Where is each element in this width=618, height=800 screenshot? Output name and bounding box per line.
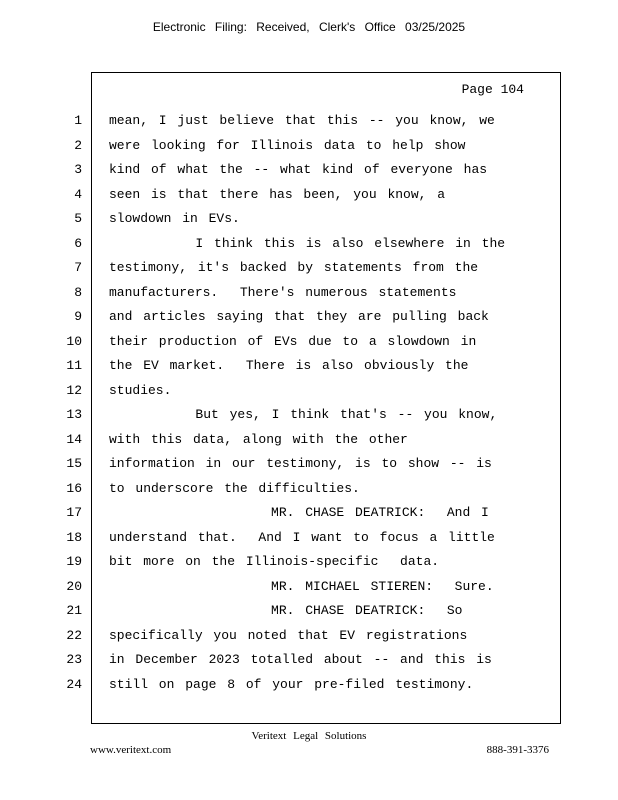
line-number: 12 [66,382,82,398]
line-text: I think this is also elsewhere in the [109,235,506,251]
transcript-line [0,452,618,476]
line-text: understand that. And I want to focus a little [109,529,495,545]
line-number: 9 [74,309,82,324]
line-text: studies. [109,382,172,398]
page-number: Page 104 [461,82,524,97]
transcript-line [0,526,618,550]
line-number: 23 [66,652,82,667]
line-number: 22 [66,627,82,643]
transcript-line [0,599,618,623]
line-text: mean, I just believe that this -- you know, we [109,113,495,128]
line-text: MR. CHASE DEATRICK: And I [109,505,489,520]
line-text: MR. MICHAEL STIEREN: Sure. [109,578,494,594]
transcript-line [0,256,618,280]
line-text: information in our testimony, is to show -- is [109,456,492,471]
line-text: slowdown in EVs. [109,211,240,226]
line-number: 18 [66,529,82,545]
line-text: testimony, it's backed by statements from the [109,260,479,275]
line-number: 6 [74,235,82,251]
line-text: with this data, along with the other [109,431,408,447]
line-number: 7 [74,260,82,275]
line-number: 5 [74,211,82,226]
filing-header: Electronic Filing: Received, Clerk's Office 03/25/2025 [152,20,466,34]
line-text: kind of what the -- what kind of everyone has [109,162,488,177]
line-text: their production of EVs due to a slowdown in [109,333,477,349]
line-number: 21 [66,603,82,618]
line-number: 14 [66,431,82,447]
transcript-line [0,550,618,574]
transcript-line [0,477,618,501]
transcript-line [0,232,618,256]
line-text: still on page 8 of your pre-filed testimony. [109,676,474,692]
line-text: were looking for Illinois data to help show [109,137,466,153]
line-text: to underscore the difficulties. [109,480,360,496]
transcript-line [0,158,618,182]
transcript-line [0,648,618,672]
transcript-line [0,379,618,403]
line-number: 10 [66,333,82,349]
line-number: 8 [74,284,82,300]
line-text: manufacturers. There's numerous statements [109,284,457,300]
line-number: 16 [66,480,82,496]
line-text: MR. CHASE DEATRICK: So [109,603,463,618]
line-number: 17 [66,505,82,520]
transcript-line [0,330,618,354]
transcript-line [0,207,618,231]
transcript-line [0,624,618,648]
line-text: the EV market. There is also obviously the [109,358,469,373]
transcript-line [0,501,618,525]
line-number: 2 [74,137,82,153]
line-number: 3 [74,162,82,177]
line-number: 24 [66,676,82,692]
transcript-line [0,403,618,427]
line-text: seen is that there has been, you know, a [109,186,446,202]
line-number: 19 [66,554,82,569]
transcript-line [0,305,618,329]
line-text: in December 2023 totalled about -- and this is [109,652,492,667]
transcript-line [0,575,618,599]
line-number: 4 [74,186,82,202]
transcript-line [0,673,618,697]
transcript-line [0,281,618,305]
line-text: and articles saying that they are pulling back [109,309,489,324]
transcript-line [0,428,618,452]
footer-phone: 888-391-3376 [486,744,549,756]
transcript-line [0,354,618,378]
transcript-line [0,134,618,158]
line-number: 20 [66,578,82,594]
footer-company: Veritext Legal Solutions [251,730,367,742]
line-number: 13 [66,407,82,422]
transcript-line [0,183,618,207]
line-text: But yes, I think that's -- you know, [109,407,498,422]
line-number: 1 [74,113,82,128]
transcript-line [0,109,618,133]
line-text: bit more on the Illinois-specific data. [109,554,440,569]
line-number: 11 [66,358,82,373]
line-text: specifically you noted that EV registrations [109,627,468,643]
footer-website: www.veritext.com [90,744,172,756]
line-number: 15 [66,456,82,471]
